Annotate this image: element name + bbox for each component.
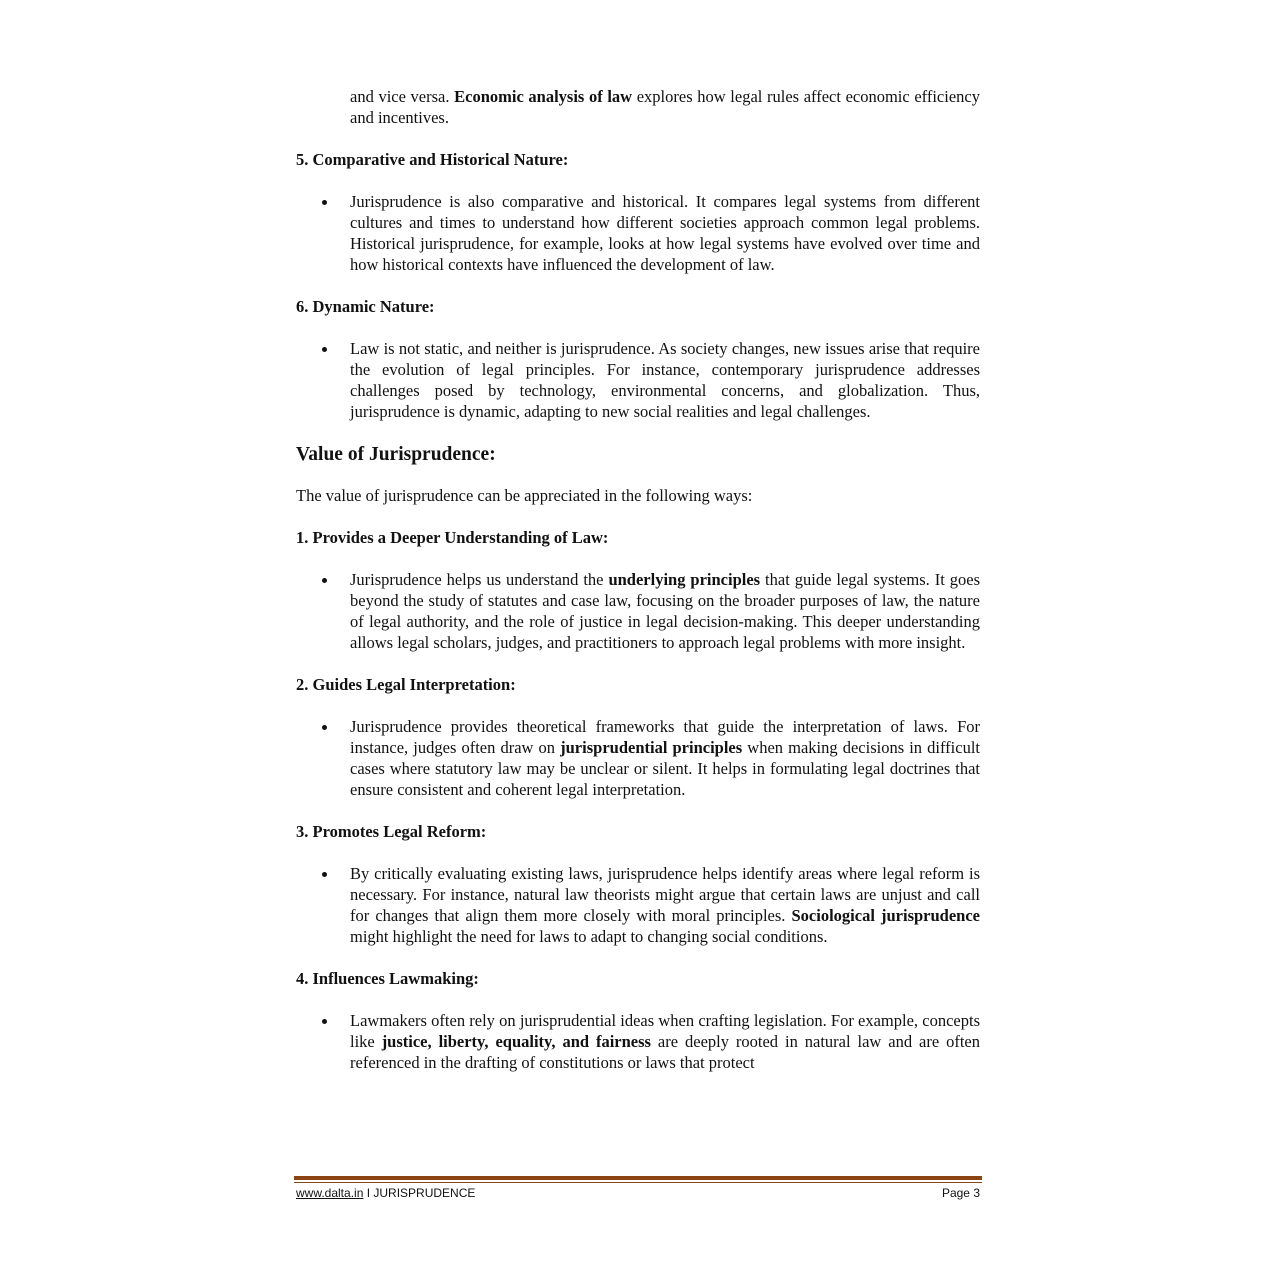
bullet-list-interpretation [296, 716, 980, 800]
page-body [296, 86, 980, 1073]
bullet-icon [322, 725, 327, 730]
bullet-bold-term: justice, liberty, equality, and fairness [381, 1032, 651, 1051]
intro-text-1: and vice versa. [350, 87, 455, 106]
intro-bold-term: Economic analysis of law [454, 87, 633, 106]
bullet-icon [322, 578, 327, 583]
page-footer [296, 1186, 980, 1204]
bullet-text-post: that guide legal systems. It goes beyond the study of statutes and case law, focusing on the broader purposes of law, the nature of legal authority, and the role of justice in legal decision-making. This deeper understanding allows legal scholars, judges, and practitioners to approach legal problems with more insight. [350, 570, 980, 652]
bullet-text: Law is not static, and neither is jurisprudence. As society changes, new issues arise that require the evolution of legal principles. For instance, contemporary jurisprudence addresses challenges posed by technology, environmental concerns, and globalization. Thus, jurisprudence is dynamic, adapting to new social realities and legal challenges. [350, 339, 980, 421]
bullet-list-dynamic [296, 338, 980, 422]
bullet-icon [322, 200, 327, 205]
section-heading-comparative: 5. Comparative and Historical Nature: [296, 150, 569, 169]
value-intro: The value of jurisprudence can be appreciated in the following ways: [296, 486, 753, 505]
bullet-text-post: when making decisions in difficult cases where statutory law may be unclear or silent. It helps in formulating legal doctrines that ensure consistent and coherent legal interpretation. [350, 738, 980, 799]
bullet-text-pre: By critically evaluating existing laws, jurisprudence helps identify areas where legal reform is necessary. For instance, natural law theorists might argue that certain laws are unjust and call for changes that align them more closely with moral principles. [350, 864, 980, 925]
value-heading: Value of Jurisprudence: [296, 444, 496, 465]
bullet-bold-term: underlying principles [608, 570, 761, 589]
section-heading-reform: 3. Promotes Legal Reform: [296, 822, 487, 841]
bullet-list-reform [296, 863, 980, 947]
list-item [296, 716, 980, 800]
footer-rule-thin [294, 1182, 982, 1183]
bullet-icon [322, 1019, 327, 1024]
list-item [296, 191, 980, 275]
bullet-text-pre: Jurisprudence provides theoretical frameworks that guide the interpretation of laws. For instance, judges often draw on [350, 717, 980, 757]
section-heading-dynamic: 6. Dynamic Nature: [296, 297, 435, 316]
section-heading-lawmaking: 4. Influences Lawmaking: [296, 969, 479, 988]
bullet-text-pre: Lawmakers often rely on jurisprudential ideas when crafting legislation. For example, concepts like [350, 1011, 980, 1051]
bullet-bold-term: Sociological jurisprudence [791, 906, 980, 925]
list-item [296, 863, 980, 947]
intro-paragraph [350, 86, 980, 128]
bullet-list-understanding [296, 569, 980, 653]
list-item [296, 569, 980, 653]
bullet-text: Jurisprudence is also comparative and historical. It compares legal systems from different cultures and times to understand how different societies approach common legal problems. Historical jurisprudence, for example, looks at how legal systems have evolved over time and how historical contexts have influenced the development of law. [350, 192, 980, 274]
intro-text-2: explores how legal rules affect economic efficiency and incentives. [350, 87, 980, 127]
footer-title: I JURISPRUDENCE [363, 1186, 476, 1200]
section-heading-understanding: 1. Provides a Deeper Understanding of Law: [296, 528, 609, 547]
bullet-icon [322, 872, 327, 877]
footer-site-link[interactable]: www.dalta.in [296, 1186, 364, 1200]
list-item [296, 338, 980, 422]
bullet-list-comparative [296, 191, 980, 275]
footer-rule [294, 1176, 982, 1180]
bullet-text-pre: Jurisprudence helps us understand the [350, 570, 609, 589]
footer-page-number: Page 3 [941, 1186, 980, 1200]
bullet-list-lawmaking [296, 1010, 980, 1073]
bullet-text-post: are deeply rooted in natural law and are often referenced in the drafting of constitutions or laws that protect [350, 1032, 981, 1072]
bullet-bold-term: jurisprudential principles [560, 738, 743, 757]
bullet-icon [322, 347, 327, 352]
list-item [296, 1010, 980, 1073]
bullet-text-post: might highlight the need for laws to adapt to changing social conditions. [350, 927, 828, 946]
section-heading-interpretation: 2. Guides Legal Interpretation: [296, 675, 516, 694]
